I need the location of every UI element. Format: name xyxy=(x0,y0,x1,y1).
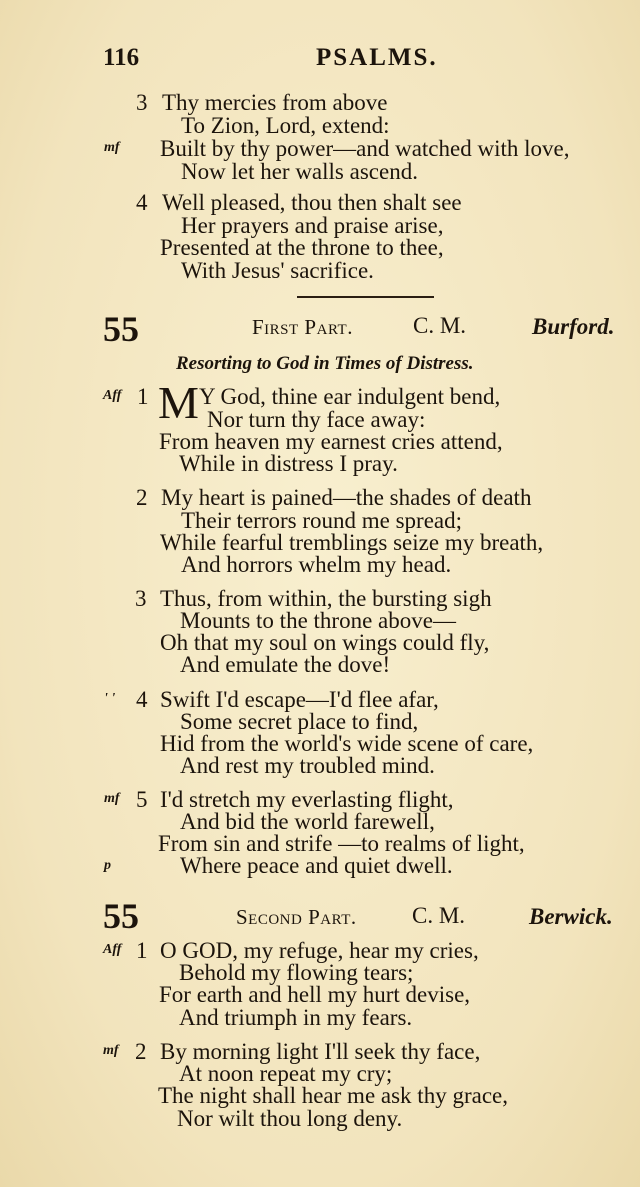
verse-line: From sin and strife —to realms of light, xyxy=(158,831,525,856)
psalm-subtitle: Resorting to God in Times of Distress. xyxy=(176,353,474,374)
verse-line: With Jesus' sacrifice. xyxy=(181,258,374,283)
verse-line: Well pleased, thou then shalt see xyxy=(162,190,462,215)
verse-line: Behold my flowing tears; xyxy=(179,960,414,985)
verse-line: By morning light I'll seek thy face, xyxy=(160,1039,481,1064)
part-label: First Part. xyxy=(252,315,353,339)
stanza-number: 2 xyxy=(135,1039,147,1064)
running-title: PSALMS. xyxy=(316,44,438,71)
verse-line: Nor turn thy face away: xyxy=(207,407,426,432)
verse-line: Hid from the world's wide scene of care, xyxy=(160,731,534,756)
verse-line: Mounts to the throne above— xyxy=(180,608,456,633)
stanza-number: 3 xyxy=(135,586,147,611)
verse-line: For earth and hell my hurt devise, xyxy=(159,982,471,1007)
verse-line: Thus, from within, the bursting sigh xyxy=(160,586,492,611)
psalm-number: 55 xyxy=(103,896,139,936)
verse-line: I'd stretch my everlasting flight, xyxy=(160,787,454,812)
stanza-number: 3 xyxy=(136,90,148,115)
verse-line: Built by thy power—and watched with love, xyxy=(160,136,570,161)
verse-line: To Zion, Lord, extend: xyxy=(181,113,390,138)
verse-line: Now let her walls ascend. xyxy=(181,159,418,184)
dynamic-mark: ' ' xyxy=(104,691,116,706)
dynamic-mark: Aff xyxy=(103,942,122,957)
verse-line: Nor wilt thou long deny. xyxy=(177,1106,403,1131)
dynamic-mark: p xyxy=(104,858,111,873)
meter: C. M. xyxy=(412,903,466,928)
verse-line: Some secret place to find, xyxy=(180,709,419,734)
stanza-number: 1 xyxy=(137,384,149,409)
verse-line: The night shall hear me ask thy grace, xyxy=(158,1083,508,1108)
dynamic-mark: mf xyxy=(104,791,120,806)
verse-line: And rest my troubled mind. xyxy=(180,753,435,778)
verse-line: And bid the world farewell, xyxy=(180,809,435,834)
verse-line: Oh that my soul on wings could fly, xyxy=(160,630,490,655)
page-header xyxy=(103,44,623,78)
verse-line: Presented at the throne to thee, xyxy=(160,235,444,260)
verse-line: And horrors whelm my head. xyxy=(181,552,452,577)
stanza-number: 4 xyxy=(136,687,148,712)
tune-name: Burford. xyxy=(532,314,615,339)
verse-line: Swift I'd escape—I'd flee afar, xyxy=(160,687,439,712)
dynamic-mark: Aff xyxy=(103,388,122,403)
verse-line: And triumph in my fears. xyxy=(179,1005,413,1030)
verse-line: My heart is pained—the shades of death xyxy=(161,485,532,510)
dynamic-mark: mf xyxy=(103,1043,119,1058)
drop-cap: M xyxy=(158,377,199,428)
tune-name: Berwick. xyxy=(529,904,613,929)
part-label: Second Part. xyxy=(236,905,357,929)
verse-line: From heaven my earnest cries attend, xyxy=(159,429,503,454)
part-heading xyxy=(236,906,357,928)
verse-line: Where peace and quiet dwell. xyxy=(180,853,453,878)
stanza-number: 5 xyxy=(136,787,148,812)
section-divider xyxy=(297,296,434,298)
verse-line: While in distress I pray. xyxy=(179,451,398,476)
verse-line: Her prayers and praise arise, xyxy=(181,213,444,238)
verse-line: Their terrors round me spread; xyxy=(181,508,463,533)
verse-line: While fearful tremblings seize my breath, xyxy=(160,530,544,555)
psalm-number: 55 xyxy=(103,309,139,349)
verse-line: O GOD, my refuge, hear my cries, xyxy=(160,938,479,963)
verse-line: And emulate the dove! xyxy=(180,652,391,677)
stanza-number: 4 xyxy=(136,190,148,215)
part-heading xyxy=(252,316,353,338)
dynamic-mark: mf xyxy=(104,140,120,155)
verse-line: At noon repeat my cry; xyxy=(179,1061,393,1086)
meter: C. M. xyxy=(413,313,467,338)
stanza-number: 2 xyxy=(136,485,148,510)
stanza-number: 1 xyxy=(136,938,148,963)
page-number: 116 xyxy=(103,44,140,71)
verse-line: Y God, thine ear indulgent bend, xyxy=(199,384,501,409)
verse-line: Thy mercies from above xyxy=(162,90,388,115)
